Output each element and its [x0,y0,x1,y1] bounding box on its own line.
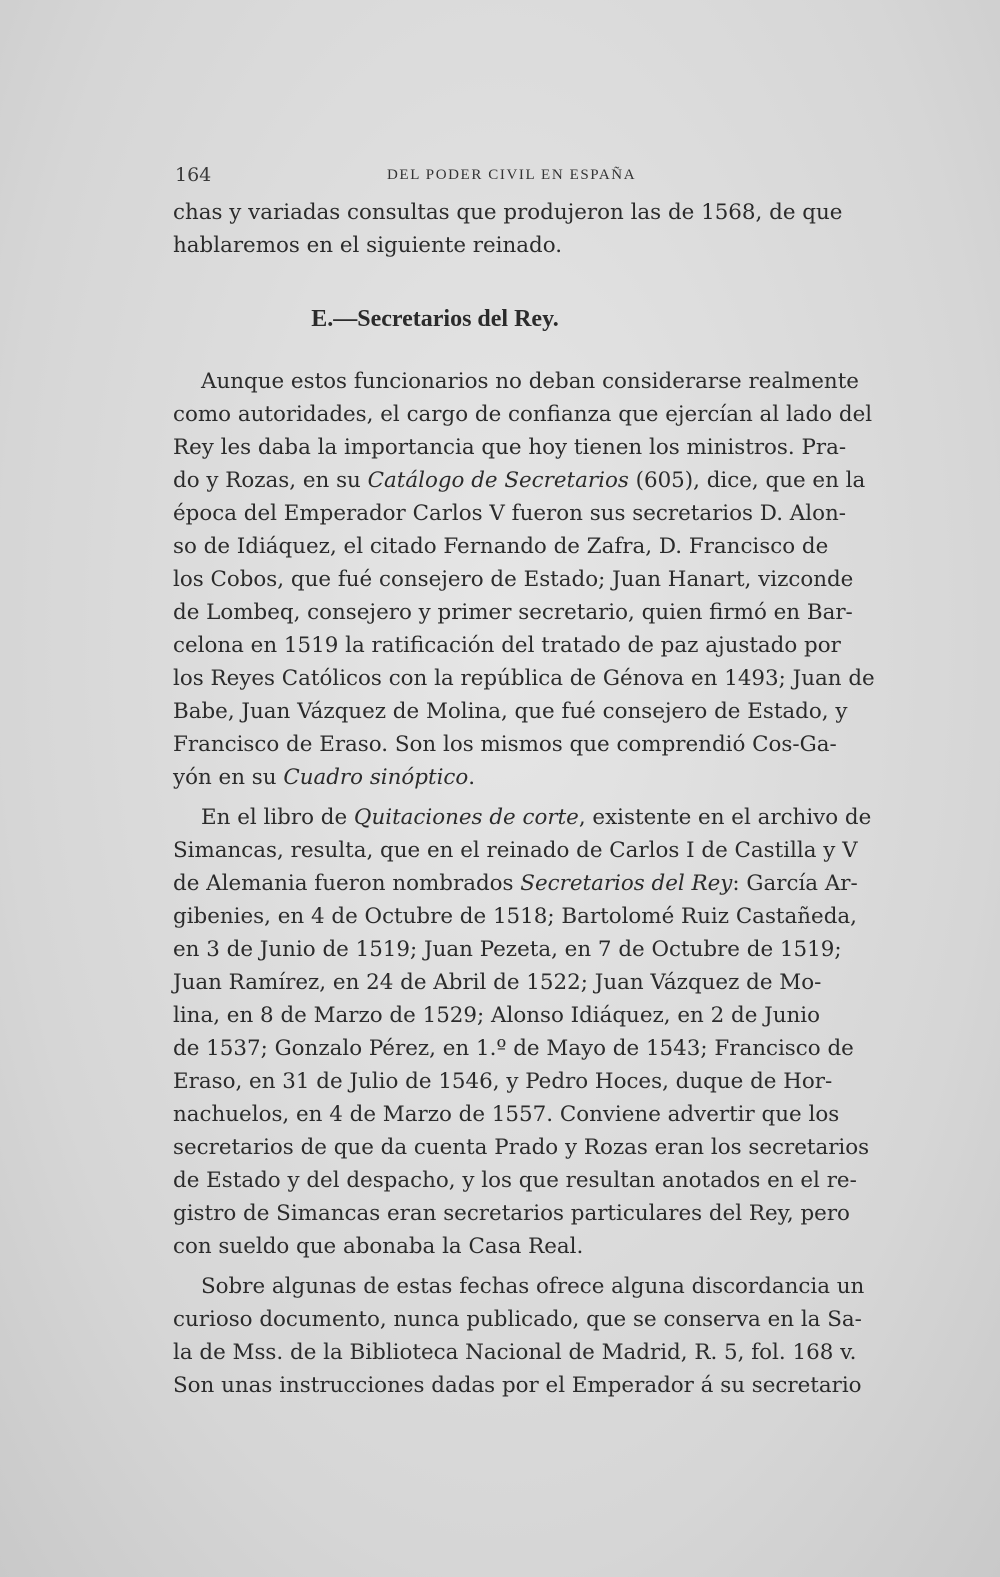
text-line: de Lombeq, consejero y primer secretario, quien firmó en Bar- [173,600,853,625]
text-line: Eraso, en 31 de Julio de 1546, y Pedro Hoces, duque de Hor- [173,1069,833,1094]
text-line: la de Mss. de la Biblioteca Nacional de Madrid, R. 5, fol. 168 v. [173,1340,857,1365]
text-line: de Alemania fueron nombrados Secretarios del Rey: García Ar- [173,871,858,896]
text-line: con sueldo que abonaba la Casa Real. [173,1234,584,1259]
text-line: Aunque estos funcionarios no deban considerarse realmente [201,369,859,394]
text-line: Simancas, resulta, que en el reinado de Carlos I de Castilla y V [173,838,858,863]
text-line: En el libro de Quitaciones de corte, existente en el archivo de [201,805,872,830]
text-line: de 1537; Gonzalo Pérez, en 1.º de Mayo de 1543; Francisco de [173,1036,854,1061]
text-line: secretarios de que da cuenta Prado y Rozas eran los secretarios [173,1135,870,1160]
page-number: 164 [175,164,212,186]
text-line: chas y variadas consultas que produjeron las de 1568, de que [173,200,843,225]
text-line: hablaremos en el siguiente reinado. [173,233,563,258]
text-line: so de Idiáquez, el citado Fernando de Zafra, D. Francisco de [173,534,829,559]
text-line: lina, en 8 de Marzo de 1529; Alonso Idiáquez, en 2 de Junio [173,1003,821,1028]
section-heading: E.—Secretarios del Rey. [311,306,559,332]
text-line: de Estado y del despacho, y los que resultan anotados en el re- [173,1168,857,1193]
running-head [175,164,865,186]
text-line: como autoridades, el cargo de confianza que ejercían al lado del [173,402,873,427]
text-line: do y Rozas, en su Catálogo de Secretarios (605), dice, que en la [173,468,866,493]
running-head-title: DEL PODER CIVIL EN ESPAÑA [387,167,637,183]
text-line: gistro de Simancas eran secretarios particulares del Rey, pero [173,1201,850,1226]
text-line: Son unas instrucciones dadas por el Emperador á su secretario [173,1373,862,1398]
text-line: Sobre algunas de estas fechas ofrece alguna discordancia un [201,1274,865,1299]
text-line: curioso documento, nunca publicado, que se conserva en la Sa- [173,1307,862,1332]
text-line: los Cobos, que fué consejero de Estado; Juan Hanart, vizconde [173,567,854,592]
text-line: Juan Ramírez, en 24 de Abril de 1522; Juan Vázquez de Mo- [173,970,822,995]
text-line: celona en 1519 la ratificación del tratado de paz ajustado por [173,633,841,658]
text-line: Rey les daba la importancia que hoy tienen los ministros. Pra- [173,435,847,460]
text-line: gibenies, en 4 de Octubre de 1518; Bartolomé Ruiz Castañeda, [173,904,857,929]
text-line: época del Emperador Carlos V fueron sus secretarios D. Alon- [173,501,846,526]
text-line: en 3 de Junio de 1519; Juan Pezeta, en 7 de Octubre de 1519; [173,937,842,962]
text-line: nachuelos, en 4 de Marzo de 1557. Conviene advertir que los [173,1102,840,1127]
text-line: Francisco de Eraso. Son los mismos que comprendió Cos-Ga- [173,732,837,757]
text-line: yón en su Cuadro sinóptico. [173,765,476,790]
text-line: Babe, Juan Vázquez de Molina, que fué consejero de Estado, y [173,699,848,724]
text-line: los Reyes Católicos con la república de Génova en 1493; Juan de [173,666,875,691]
